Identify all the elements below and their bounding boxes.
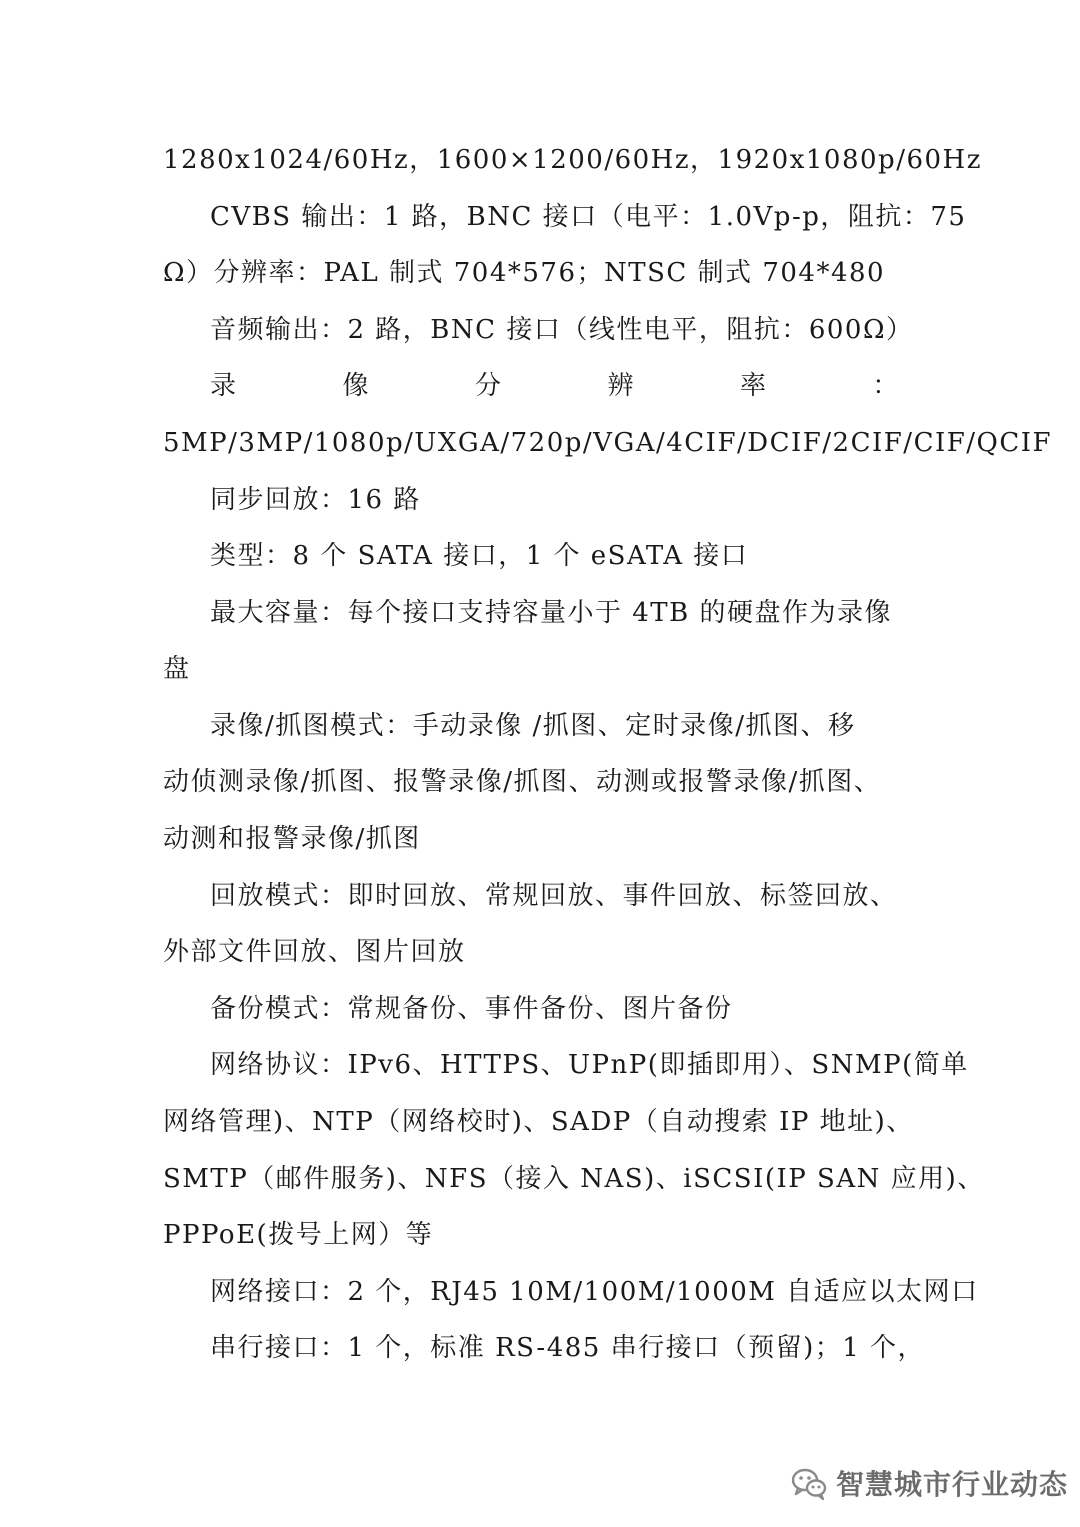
text-line: 串行接口：1 个，标准 RS-485 串行接口（预留)；1 个， <box>210 1333 926 1363</box>
text-line: 网络管理)、NTP（网络校时)、SADP（自动搜索 IP 地址)、 <box>163 1107 914 1137</box>
spaced-char: 录 <box>210 371 238 401</box>
text-line: CVBS 输出：1 路，BNC 接口（电平：1.0Vp-p，阻抗：75 <box>210 202 967 232</box>
wechat-icon <box>790 1464 828 1502</box>
text-line: 5MP/3MP/1080p/UXGA/720p/VGA/4CIF/DCIF/2CIF/CIF/QCIF <box>163 428 1053 458</box>
text-line: 盘 <box>163 654 191 684</box>
text-line: 网络协议：IPv6、HTTPS、UPnP(即插即用）、SNMP(简单 <box>210 1050 969 1080</box>
spaced-char: 像 <box>342 371 370 401</box>
text-line: 动侦测录像/抓图、报警录像/抓图、动测或报警录像/抓图、 <box>163 767 882 797</box>
text-line: 外部文件回放、图片回放 <box>163 937 466 967</box>
text-line: 音频输出：2 路，BNC 接口（线性电平，阻抗：600Ω） <box>210 315 914 345</box>
spaced-char: 率 <box>739 371 768 401</box>
spaced-char: 辨 <box>607 371 635 401</box>
text-line: PPPoE(拨号上网）等 <box>163 1220 434 1250</box>
text-line: 1280x1024/60Hz，1600×1200/60Hz，1920x1080p/60Hz <box>163 145 982 175</box>
text-line: 回放模式：即时回放、常规回放、事件回放、标签回放、 <box>210 881 898 911</box>
text-line: 类型：8 个 SATA 接口，1 个 eSATA 接口 <box>210 541 749 571</box>
watermark-text: 智慧城市行业动态 <box>836 1468 1069 1501</box>
text-line: 动测和报警录像/抓图 <box>163 824 421 854</box>
text-line: SMTP（邮件服务)、NFS（接入 NAS)、iSCSI(IP SAN 应用)、 <box>163 1164 985 1194</box>
text-line: 备份模式：常规备份、事件备份、图片备份 <box>210 994 733 1024</box>
text-line: 同步回放：16 路 <box>210 485 421 515</box>
text-line: 网络接口：2 个，RJ45 10M/100M/1000M 自适应以太网口 <box>210 1277 979 1307</box>
spaced-char: 分 <box>474 371 503 401</box>
watermark <box>790 1458 1068 1508</box>
spaced-label-line <box>210 366 900 406</box>
text-line: 最大容量：每个接口支持容量小于 4TB 的硬盘作为录像 <box>210 598 893 628</box>
spaced-char: ： <box>872 371 900 401</box>
text-line: 录像/抓图模式：手动录像 /抓图、定时录像/抓图、移 <box>210 711 856 741</box>
text-line: Ω）分辨率：PAL 制式 704*576；NTSC 制式 704*480 <box>163 258 886 288</box>
